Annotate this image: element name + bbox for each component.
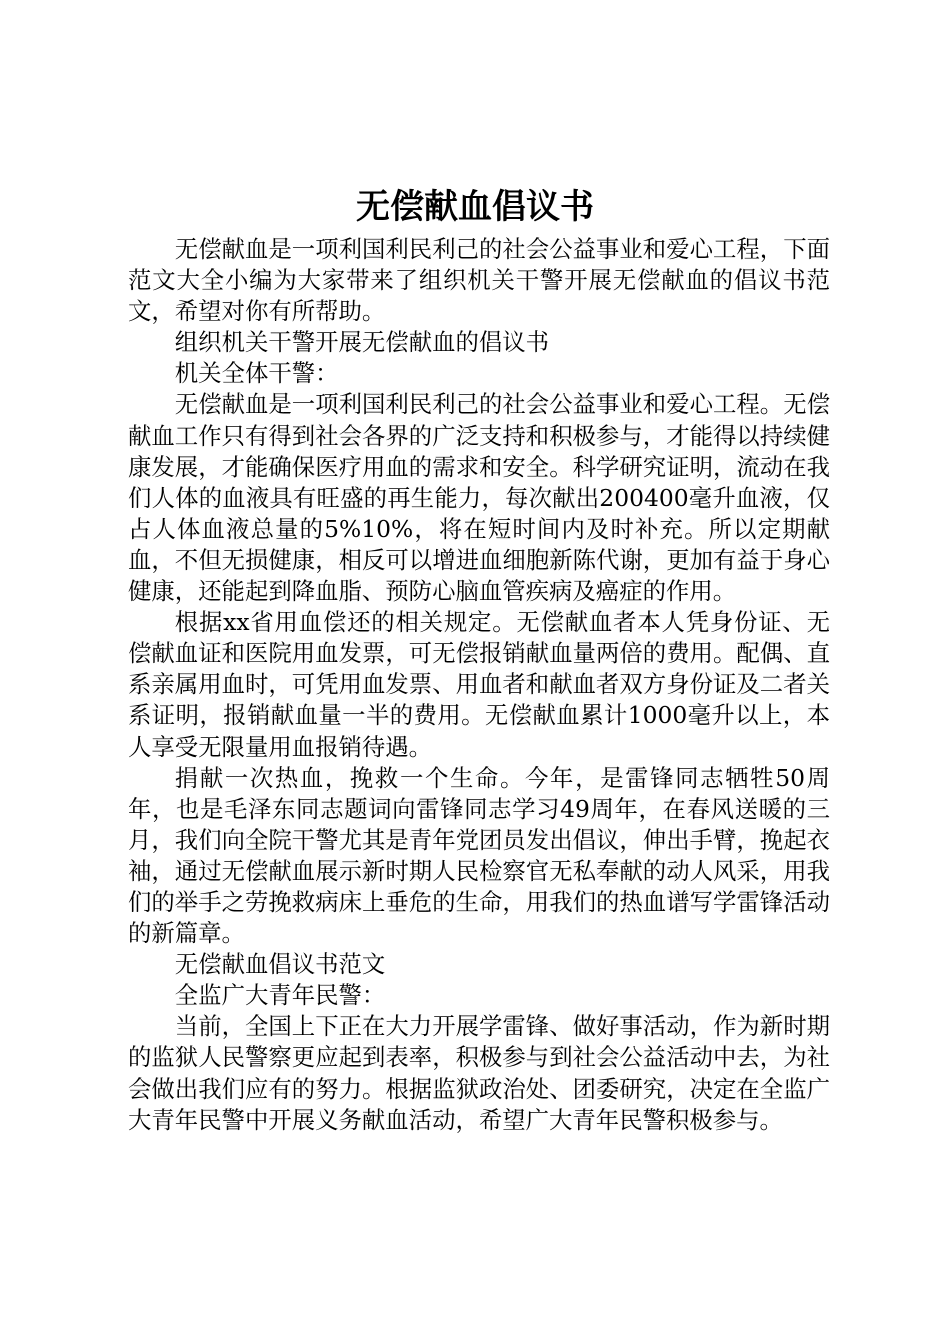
document-title: 无偿献血倡议书	[356, 187, 594, 227]
paragraph-salutation-1: 机关全体干警：	[174, 359, 339, 388]
document-body	[128, 234, 830, 1136]
paragraph-salutation-2: 全监广大青年民警：	[174, 981, 386, 1010]
paragraph-body-3: 捐献一次热血，挽救一个生命。今年，是雷锋同志牺牲50周年，也是毛泽东同志题词向雷锋同志学习49周年，在春风送暖的三月，我们向全院干警尤其是青年党团员发出倡议，伸出手臂，挽起衣袖，通过无偿献血展示新时期人民检察官无私奉献的动人风采，用我们的举手之劳挽救病床上垂危的生命，用我们的热血谱写学雷锋活动的新篇章。	[128, 763, 830, 948]
paragraph-body-1: 无偿献血是一项利国利民利己的社会公益事业和爱心工程。无偿献血工作只有得到社会各界的广泛支持和积极参与，才能得以持续健康发展，才能确保医疗用血的需求和安全。科学研究证明，流动在我们人体的血液具有旺盛的再生能力，每次献出200400毫升血液，仅占人体血液总量的5%10%，将在短时间内及时补充。所以定期献血，不但无损健康，相反可以增进血细胞新陈代谢，更加有益于身心健康，还能起到降血脂、预防心脑血管疾病及癌症的作用。	[128, 390, 830, 606]
paragraph-subtitle-1: 组织机关干警开展无偿献血的倡议书	[174, 328, 550, 357]
paragraph-body-2: 根据xx省用血偿还的相关规定。无偿献血者本人凭身份证、无偿献血证和医院用血发票，可无偿报销献血量两倍的费用。配偶、直系亲属用血时，可凭用血发票、用血者和献血者双方身份证及二者关系证明，报销献血量一半的费用。无偿献血累计1000毫升以上，本人享受无限量用血报销待遇。	[128, 608, 830, 761]
paragraph-subtitle-2: 无偿献血倡议书范文	[174, 950, 386, 979]
paragraph-intro: 无偿献血是一项利国利民利己的社会公益事业和爱心工程，下面范文大全小编为大家带来了组织机关干警开展无偿献血的倡议书范文，希望对你有所帮助。	[128, 235, 830, 326]
paragraph-body-4: 当前，全国上下正在大力开展学雷锋、做好事活动，作为新时期的监狱人民警察更应起到表率，积极参与到社会公益活动中去，为社会做出我们应有的努力。根据监狱政治处、团委研究，决定在全监广大青年民警中开展义务献血活动，希望广大青年民警积极参与。	[128, 1012, 830, 1134]
